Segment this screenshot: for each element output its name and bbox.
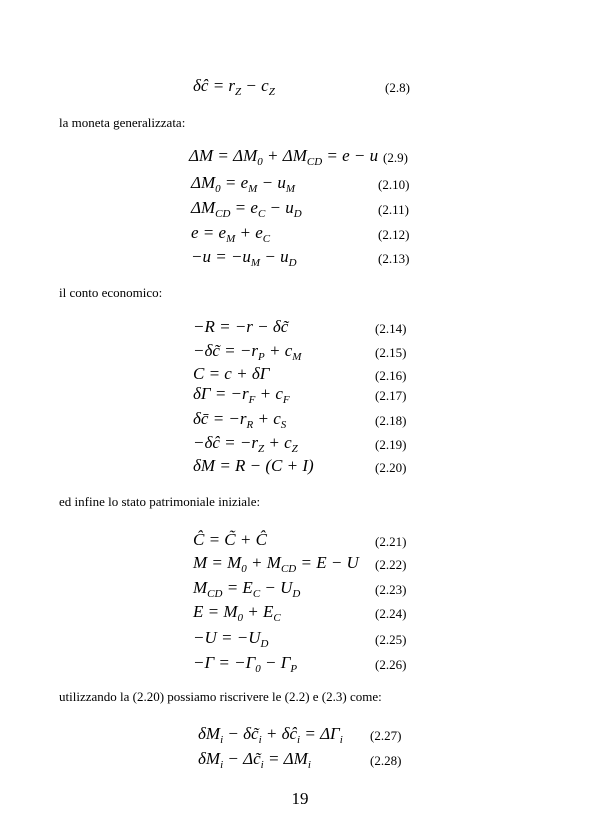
- equation-text: $\Delta M_{CD} = e_C - u_D$: [191, 198, 302, 220]
- equation-text: $\delta\Gamma = -r_F + c_F$: [193, 384, 290, 406]
- equation-text: $-U = -U_D$: [193, 628, 269, 650]
- equation: [193, 578, 300, 600]
- equation: [198, 749, 311, 771]
- equation: [191, 173, 295, 195]
- equation-text: $M = M_0 + M_{CD} = E - U$: [193, 553, 359, 575]
- equation: [193, 602, 281, 624]
- equation-number: (2.17): [375, 388, 407, 403]
- equation-number: (2.12): [378, 227, 410, 242]
- equation-number: (2.10): [378, 177, 410, 192]
- equation-number: (2.21): [375, 534, 407, 549]
- equation-number: (2.23): [375, 582, 407, 597]
- equation-text: −δĉ = $-r_Z + c_Z$: [193, 433, 298, 455]
- equation-number: (2.11): [378, 202, 409, 217]
- equation-number: (2.26): [375, 657, 407, 672]
- equation-text: $\delta M_i$ − $\delta c̃_i$ + $\delta ĉ_i = \Delta\Gamma_i$: [198, 724, 343, 746]
- equation-text: $\delta M_i$ − $\Delta c̃_i = \Delta M_i$: [198, 749, 311, 771]
- equation-text: $e = e_M + e_C$: [191, 223, 271, 245]
- equation-number: (2.28): [370, 753, 402, 768]
- equation-text: δc̄ = $-r_R + c_S$: [193, 409, 287, 431]
- equation: [193, 553, 359, 575]
- equation: [193, 433, 298, 455]
- equation-number: (2.15): [375, 345, 407, 360]
- equation: [198, 724, 343, 746]
- equation-number: (2.25): [375, 632, 407, 647]
- equation-number: (2.9): [383, 150, 408, 165]
- equation-number: (2.13): [378, 251, 410, 266]
- equation: [193, 456, 314, 476]
- equation-number: (2.27): [370, 728, 402, 743]
- equation-text: −δc̃ = $-r_P + c_M$: [193, 341, 302, 363]
- equation: [193, 530, 267, 550]
- equation-text: $-u = -u_M - u_D$: [191, 247, 297, 269]
- equation: [193, 317, 288, 337]
- equation-number: (2.14): [375, 321, 407, 336]
- equation-number: (2.18): [375, 413, 407, 428]
- equation: [193, 384, 290, 406]
- equation-number: (2.16): [375, 368, 407, 383]
- equation-number: (2.22): [375, 557, 407, 572]
- equation: [191, 247, 297, 269]
- page-number: 19: [291, 789, 309, 808]
- equation-text: C = c + δΓ: [193, 364, 270, 383]
- equation-text: −R = −r − δc̃: [193, 317, 289, 336]
- equation: [193, 76, 275, 98]
- paragraph-conto: il conto economico:: [59, 285, 163, 300]
- paragraph-utilizzando: utilizzando la (2.20) possiamo riscrivere le (2.2) e (2.3) come:: [59, 689, 382, 704]
- equation-text: δĉ = $r_Z - c_Z$: [193, 76, 275, 98]
- equation: [193, 409, 286, 431]
- equation-text: $M_{CD} = E_C - U_D$: [193, 578, 301, 600]
- equation: [191, 198, 302, 220]
- equation-text: Ĉ = C̃ + Ĉ: [193, 530, 267, 549]
- equation: [193, 653, 297, 675]
- equation: [191, 223, 270, 245]
- equation-text: $\Delta M = \Delta M_0 + \Delta M_{CD} = e - u$: [189, 146, 379, 168]
- equation-text: δM = R − (C + I): [193, 456, 314, 475]
- equation-number: (2.19): [375, 437, 407, 452]
- equation-number: (2.8): [385, 80, 410, 95]
- equation-text: $E = M_0 + E_C$: [193, 602, 281, 624]
- equation: [193, 364, 269, 384]
- paragraph-moneta: la moneta generalizzata:: [59, 115, 186, 130]
- equation: [189, 146, 378, 168]
- equation: [193, 341, 301, 363]
- equation: [193, 628, 268, 650]
- equation-number: (2.24): [375, 606, 407, 621]
- paragraph-stato: ed infine lo stato patrimoniale iniziale:: [59, 494, 261, 509]
- equation-text: $\Delta M_0 = e_M - u_M$: [191, 173, 295, 195]
- equation-text: $-\Gamma = -\Gamma_0 - \Gamma_P$: [193, 653, 298, 675]
- equation-number: (2.20): [375, 460, 407, 475]
